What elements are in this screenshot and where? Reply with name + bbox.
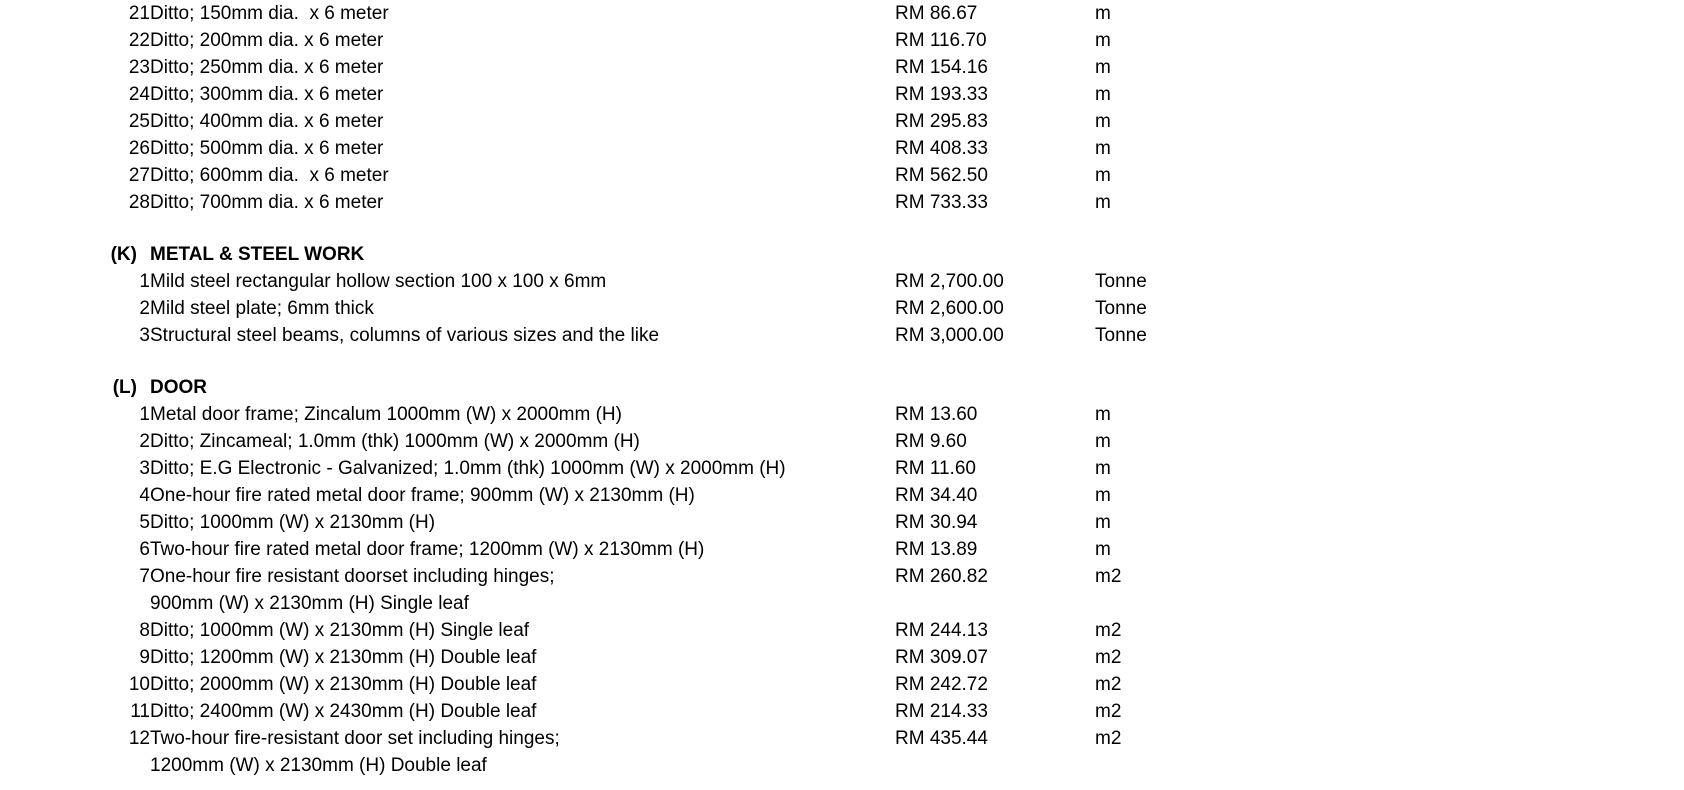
row-rate: RM 3,000.00 bbox=[895, 325, 1004, 346]
row-description: Metal door frame; Zincalum 1000mm (W) x 2000mm (H) bbox=[150, 404, 622, 425]
row-item-number: 2 bbox=[139, 298, 150, 319]
row-unit: Tonne bbox=[1095, 298, 1147, 319]
row-unit bbox=[1095, 241, 1684, 268]
row-rate: RM 86.67 bbox=[895, 3, 978, 24]
row-rate: RM 13.60 bbox=[895, 404, 978, 425]
table-row bbox=[0, 428, 1684, 455]
table-row bbox=[0, 698, 1684, 725]
table-row bbox=[0, 752, 1684, 779]
table-row bbox=[0, 374, 1684, 401]
row-item-number: 24 bbox=[128, 84, 150, 105]
row-unit: m bbox=[1095, 57, 1111, 78]
row-unit: m bbox=[1095, 138, 1111, 159]
row-description: Ditto; 1000mm (W) x 2130mm (H) bbox=[150, 512, 436, 533]
table-row bbox=[0, 54, 1684, 81]
row-unit bbox=[1095, 374, 1684, 401]
row-item-number: 26 bbox=[128, 138, 150, 159]
row-item-number: 25 bbox=[128, 111, 150, 132]
row-unit bbox=[1095, 590, 1684, 617]
row-description: DOOR bbox=[150, 377, 207, 398]
row-item-number bbox=[0, 216, 150, 241]
row-unit: Tonne bbox=[1095, 271, 1147, 292]
row-unit: m bbox=[1095, 84, 1111, 105]
row-rate: RM 435.44 bbox=[895, 728, 988, 749]
row-item-number: 6 bbox=[139, 539, 150, 560]
row-description: One-hour fire rated metal door frame; 900mm (W) x 2130mm (H) bbox=[150, 485, 695, 506]
row-rate: RM 309.07 bbox=[895, 647, 988, 668]
row-description: One-hour fire resistant doorset including hinges; bbox=[150, 566, 555, 587]
table-row bbox=[0, 590, 1684, 617]
row-description: Two-hour fire rated metal door frame; 1200mm (W) x 2130mm (H) bbox=[150, 539, 705, 560]
row-description: Ditto; 500mm dia. x 6 meter bbox=[150, 138, 384, 159]
row-description: Structural steel beams, columns of various sizes and the like bbox=[150, 325, 660, 346]
row-description: METAL & STEEL WORK bbox=[150, 244, 365, 265]
table-row bbox=[0, 563, 1684, 590]
table-row bbox=[0, 401, 1684, 428]
row-description: Ditto; 250mm dia. x 6 meter bbox=[150, 57, 384, 78]
row-unit: m2 bbox=[1095, 728, 1122, 749]
row-item-number: 1 bbox=[139, 404, 150, 425]
row-item-number: 12 bbox=[128, 728, 150, 749]
row-rate: RM 13.89 bbox=[895, 539, 978, 560]
row-unit: m bbox=[1095, 192, 1111, 213]
row-item-number: 5 bbox=[139, 512, 150, 533]
row-rate: RM 244.13 bbox=[895, 620, 988, 641]
table-row bbox=[0, 216, 1684, 241]
row-description: Ditto; 200mm dia. x 6 meter bbox=[150, 30, 384, 51]
row-unit: m bbox=[1095, 512, 1111, 533]
row-description: Ditto; 2000mm (W) x 2130mm (H) Double leaf bbox=[150, 674, 537, 695]
row-description: Ditto; 700mm dia. x 6 meter bbox=[150, 192, 384, 213]
row-rate: RM 2,700.00 bbox=[895, 271, 1004, 292]
row-description: Ditto; E.G Electronic - Galvanized; 1.0mm (thk) 1000mm (W) x 2000mm (H) bbox=[150, 458, 786, 479]
row-rate bbox=[895, 216, 1095, 241]
row-item-number: 11 bbox=[130, 701, 150, 722]
row-description bbox=[150, 349, 895, 374]
row-rate: RM 9.60 bbox=[895, 431, 967, 452]
row-item-number: 3 bbox=[139, 325, 150, 346]
row-item-number: 23 bbox=[128, 57, 150, 78]
row-unit: Tonne bbox=[1095, 325, 1147, 346]
row-item-number: 8 bbox=[139, 620, 150, 641]
row-description: Two-hour fire-resistant door set including hinges; bbox=[150, 728, 560, 749]
row-rate: RM 242.72 bbox=[895, 674, 988, 695]
table-row bbox=[0, 27, 1684, 54]
row-rate: RM 733.33 bbox=[895, 192, 988, 213]
row-description: 1200mm (W) x 2130mm (H) Double leaf bbox=[150, 755, 487, 776]
table-row bbox=[0, 135, 1684, 162]
row-unit: m2 bbox=[1095, 620, 1122, 641]
row-item-number bbox=[0, 752, 150, 779]
table-row bbox=[0, 482, 1684, 509]
row-item-number: 4 bbox=[139, 485, 150, 506]
table-row bbox=[0, 162, 1684, 189]
table-row bbox=[0, 241, 1684, 268]
row-item-number: 21 bbox=[128, 3, 150, 24]
table-row bbox=[0, 671, 1684, 698]
table-row bbox=[0, 644, 1684, 671]
row-rate: RM 116.70 bbox=[895, 30, 987, 51]
row-rate: RM 11.60 bbox=[895, 458, 976, 479]
row-description: Ditto; 1200mm (W) x 2130mm (H) Double leaf bbox=[150, 647, 537, 668]
table-row bbox=[0, 0, 1684, 27]
row-item-number: 2 bbox=[139, 431, 150, 452]
row-rate bbox=[895, 590, 1095, 617]
row-description: Ditto; 2400mm (W) x 2430mm (H) Double leaf bbox=[150, 701, 537, 722]
table-row bbox=[0, 189, 1684, 216]
row-unit: m bbox=[1095, 539, 1111, 560]
row-unit bbox=[1095, 752, 1684, 779]
row-item-number: (K) bbox=[110, 244, 137, 265]
row-rate: RM 2,600.00 bbox=[895, 298, 1004, 319]
row-item-number bbox=[0, 349, 150, 374]
table-row bbox=[0, 295, 1684, 322]
row-unit: m2 bbox=[1095, 674, 1122, 695]
row-description bbox=[150, 216, 895, 241]
row-rate: RM 562.50 bbox=[895, 165, 988, 186]
row-unit: m2 bbox=[1095, 647, 1122, 668]
row-description: Ditto; 150mm dia. x 6 meter bbox=[150, 3, 389, 24]
row-rate: RM 30.94 bbox=[895, 512, 978, 533]
table-row bbox=[0, 725, 1684, 752]
row-unit: m bbox=[1095, 111, 1111, 132]
table-row bbox=[0, 455, 1684, 482]
row-item-number: 10 bbox=[128, 674, 150, 695]
row-description: Ditto; 300mm dia. x 6 meter bbox=[150, 84, 384, 105]
row-unit: m bbox=[1095, 485, 1111, 506]
row-rate bbox=[895, 752, 1095, 779]
table-row bbox=[0, 322, 1684, 349]
row-rate: RM 214.33 bbox=[895, 701, 988, 722]
row-unit: m bbox=[1095, 165, 1111, 186]
row-unit bbox=[1095, 349, 1684, 374]
row-unit: m2 bbox=[1095, 566, 1122, 587]
row-description: Ditto; 400mm dia. x 6 meter bbox=[150, 111, 384, 132]
row-rate: RM 154.16 bbox=[895, 57, 988, 78]
row-item-number: 28 bbox=[128, 192, 150, 213]
row-rate: RM 34.40 bbox=[895, 485, 978, 506]
table-row bbox=[0, 268, 1684, 295]
row-unit: m bbox=[1095, 458, 1111, 479]
row-rate bbox=[895, 349, 1095, 374]
row-rate: RM 260.82 bbox=[895, 566, 988, 587]
row-rate: RM 193.33 bbox=[895, 84, 988, 105]
row-item-number: 1 bbox=[139, 271, 150, 292]
table-row bbox=[0, 349, 1684, 374]
row-description: Ditto; Zincameal; 1.0mm (thk) 1000mm (W) x 2000mm (H) bbox=[150, 431, 640, 452]
row-item-number: 9 bbox=[139, 647, 150, 668]
table-row bbox=[0, 509, 1684, 536]
table-row bbox=[0, 536, 1684, 563]
row-description: Ditto; 600mm dia. x 6 meter bbox=[150, 165, 389, 186]
table-row bbox=[0, 81, 1684, 108]
row-item-number bbox=[0, 590, 150, 617]
row-description: Mild steel plate; 6mm thick bbox=[150, 298, 374, 319]
row-description: 900mm (W) x 2130mm (H) Single leaf bbox=[150, 593, 469, 614]
table-row bbox=[0, 617, 1684, 644]
row-rate: RM 408.33 bbox=[895, 138, 988, 159]
row-unit bbox=[1095, 216, 1684, 241]
row-item-number: 27 bbox=[128, 165, 150, 186]
row-unit: m bbox=[1095, 30, 1111, 51]
row-description: Mild steel rectangular hollow section 100 x 100 x 6mm bbox=[150, 271, 607, 292]
row-description: Ditto; 1000mm (W) x 2130mm (H) Single leaf bbox=[150, 620, 530, 641]
table-row bbox=[0, 108, 1684, 135]
row-rate bbox=[895, 241, 1095, 268]
row-unit: m bbox=[1095, 431, 1111, 452]
row-item-number: (L) bbox=[112, 377, 137, 398]
row-unit: m bbox=[1095, 404, 1111, 425]
row-unit: m bbox=[1095, 3, 1111, 24]
row-rate: RM 295.83 bbox=[895, 111, 988, 132]
row-item-number: 22 bbox=[128, 30, 150, 51]
row-item-number: 7 bbox=[139, 566, 150, 587]
row-unit: m2 bbox=[1095, 701, 1122, 722]
row-item-number: 3 bbox=[139, 458, 150, 479]
row-rate bbox=[895, 374, 1095, 401]
